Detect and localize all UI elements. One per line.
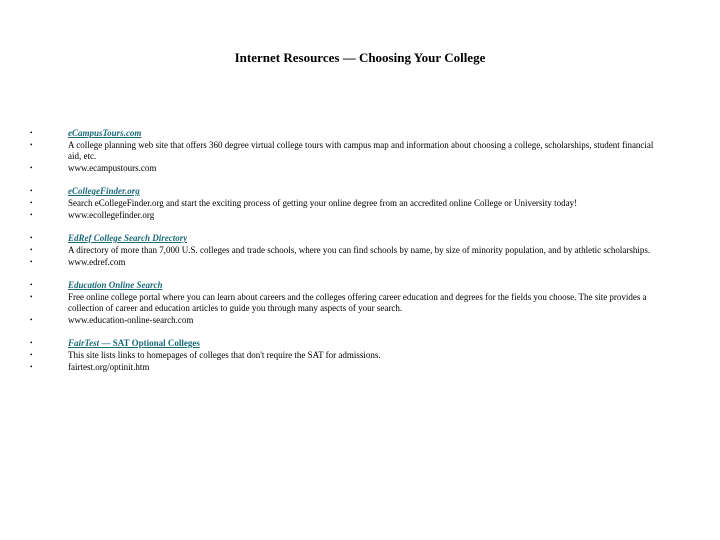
resource-description: Search eCollegeFinder.org and start the exciting process of getting your online degree from an accredited online College or University today! <box>68 198 578 208</box>
resource-url-row <box>30 315 660 326</box>
resource-url: www.education-online-search.com <box>68 315 194 325</box>
page-title: Internet Resources — Choosing Your College <box>234 50 486 65</box>
resource-description-row <box>30 198 660 209</box>
bullet-icon: • <box>30 246 33 254</box>
resource-url-row <box>30 257 660 268</box>
resource-description-row <box>30 292 660 314</box>
resource-link-ecollegefinder[interactable]: eCollegeFinder.org <box>68 186 140 196</box>
resource-link-row <box>30 186 660 197</box>
bullet-icon: • <box>30 211 33 219</box>
resource-link-row <box>30 128 660 139</box>
resource-description: A college planning web site that offers 360 degree virtual college tours with campus map and information about choosing a college, scholarships, student financial aid, etc. <box>68 140 654 161</box>
bullet-icon: • <box>30 293 33 301</box>
resource-link-fairtest-name: FairTest <box>68 338 100 348</box>
resource-link-ecampustours[interactable]: eCampusTours.com <box>68 128 142 138</box>
bullet-icon: • <box>30 363 33 371</box>
resource-description-row <box>30 350 660 361</box>
bullet-icon: • <box>30 187 33 195</box>
resource-description-row <box>30 140 660 162</box>
resource-url: www.edref.com <box>68 257 126 267</box>
bullet-icon: • <box>30 234 33 242</box>
bullet-icon: • <box>30 129 33 137</box>
resource-item <box>30 233 660 268</box>
resource-url-row <box>30 210 660 221</box>
resource-list <box>30 128 660 385</box>
resource-item <box>30 338 660 373</box>
resource-link-row <box>30 338 660 349</box>
bullet-icon: • <box>30 258 33 266</box>
resource-link-education-online-search[interactable]: Education Online Search <box>68 280 163 290</box>
resource-url: www.ecollegefinder.org <box>68 210 155 220</box>
bullet-icon: • <box>30 316 33 324</box>
resource-description: Free online college portal where you can learn about careers and the colleges offering career education and degrees for the fields you choose. The site provides a collection of career and education articles to guide you through many aspects of your search. <box>68 292 647 313</box>
resource-url-row <box>30 362 660 373</box>
bullet-icon: • <box>30 281 33 289</box>
bullet-icon: • <box>30 199 33 207</box>
bullet-icon: • <box>30 141 33 149</box>
resource-url: fairtest.org/optinit.htm <box>68 362 150 372</box>
resource-link-fairtest[interactable] <box>68 338 200 348</box>
resource-link-fairtest-subtitle: — SAT Optional Colleges <box>99 338 200 348</box>
resource-link-row <box>30 280 660 291</box>
resource-description-row <box>30 245 660 256</box>
bullet-icon: • <box>30 164 33 172</box>
resource-item <box>30 280 660 326</box>
resource-url: www.ecampustours.com <box>68 163 157 173</box>
resource-description: A directory of more than 7,000 U.S. colleges and trade schools, where you can find schools by name, by size of minority population, and by athletic scholarships. <box>68 245 651 255</box>
resource-item <box>30 128 660 174</box>
resource-description: This site lists links to homepages of colleges that don't require the SAT for admissions. <box>68 350 381 360</box>
resource-link-row <box>30 233 660 244</box>
bullet-icon: • <box>30 339 33 347</box>
resource-item <box>30 186 660 221</box>
bullet-icon: • <box>30 351 33 359</box>
resource-link-edref[interactable]: EdRef College Search Directory <box>68 233 188 243</box>
resource-url-row <box>30 163 660 174</box>
